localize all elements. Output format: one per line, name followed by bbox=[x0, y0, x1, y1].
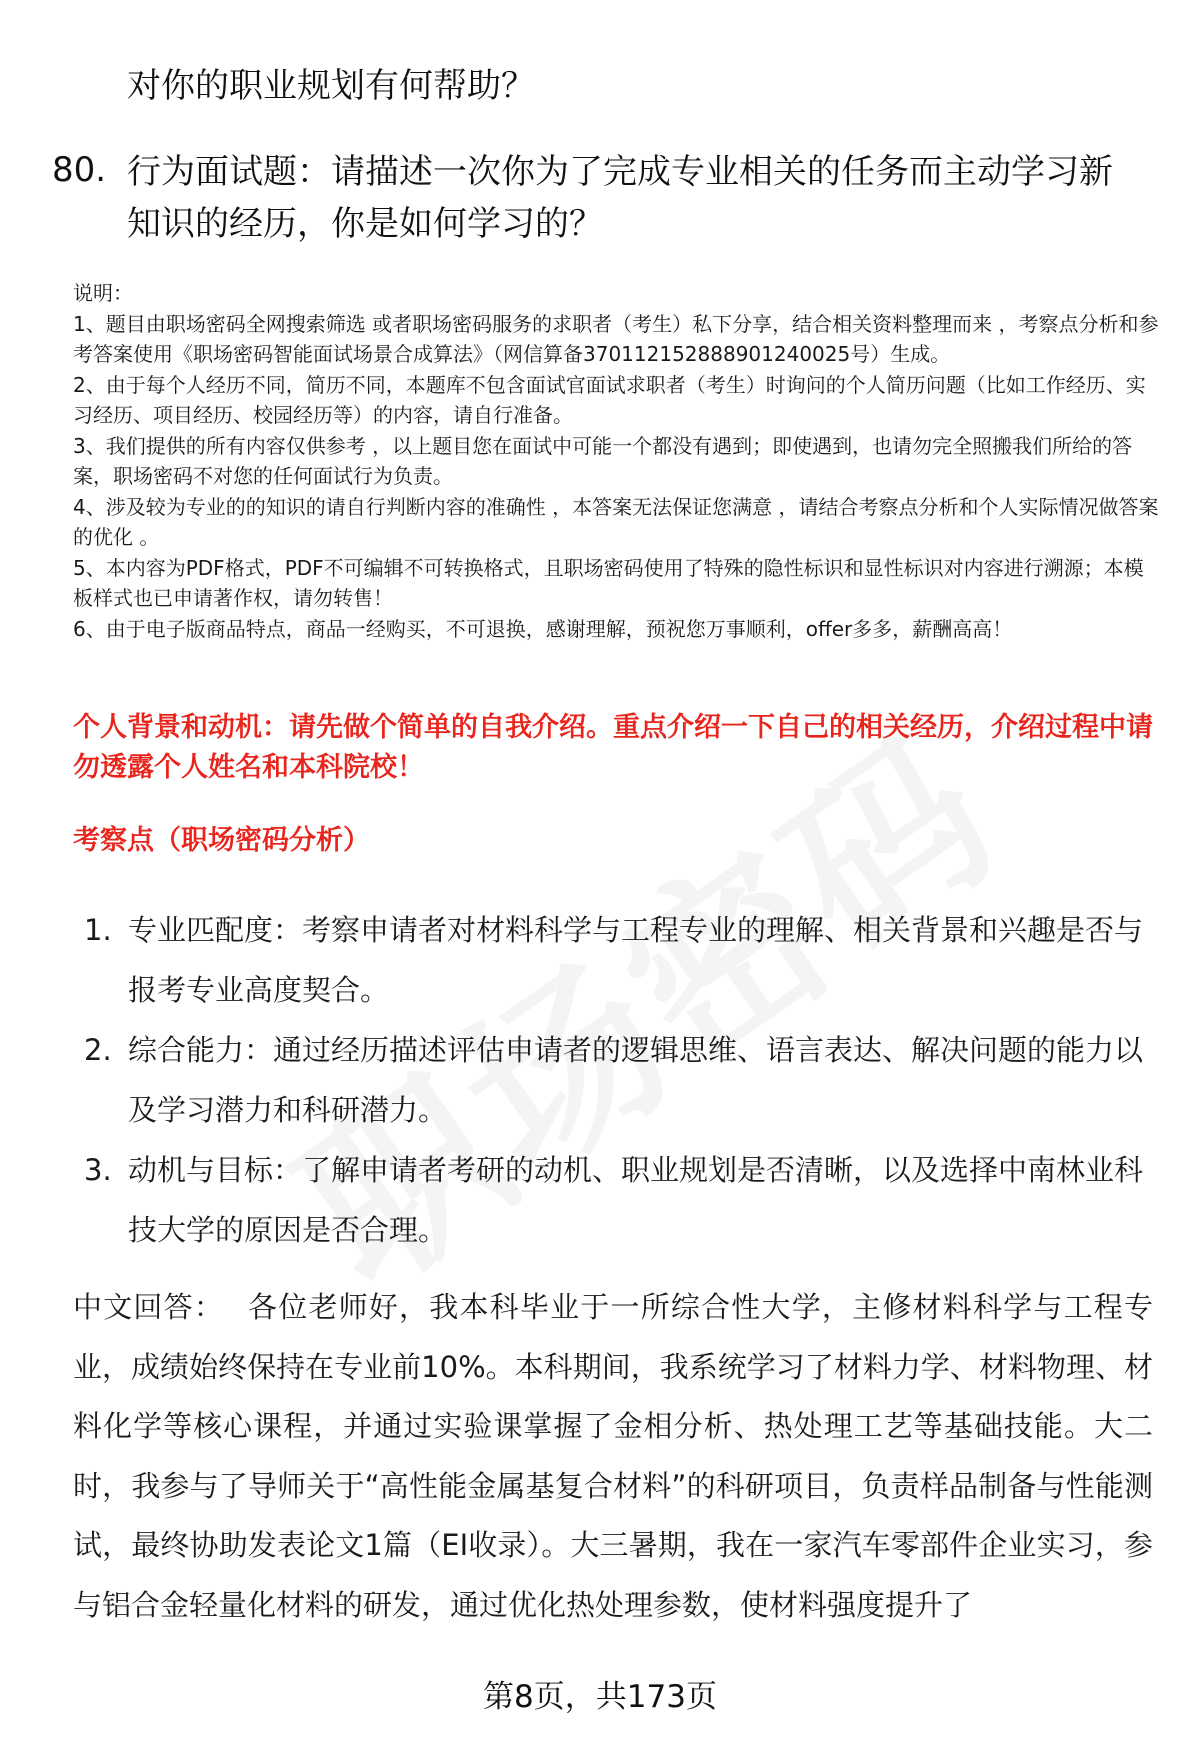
point-number: 2. bbox=[84, 1033, 112, 1067]
note-item: 1、题目由职场密码全网搜索筛选 或者职场密码服务的求职者（考生）私下分享，结合相关资料整理而来 ，考察点分析和参考答案使用《职场密码智能面试场景合成算法》（网信算备370112152888901240025号）生成。 bbox=[73, 311, 1159, 366]
note-item: 3、我们提供的所有内容仅供参考 ，以上题目您在面试中可能一个都没有遇到；即使遇到，也请勿完全照搬我们所给的答案，职场密码不对您的任何面试行为负责。 bbox=[73, 433, 1133, 488]
answer-text: 各位老师好，我本科毕业于一所综合性大学，主修材料科学与工程专业，成绩始终保持在专业前10%。本科期间，我系统学习了材料力学、材料物理、材料化学等核心课程，并通过实验课掌握了金相分析、热处理工艺等基础技能。大二时，我参与了导师关于“高性能金属基复合材料”的科研项目，负责样品制备与性能测试，最终协助发表论文1篇（EI收录）。大三暑期，我在一家汽车零部件企业实习，参与铝合金轻量化材料的研发，通过优化热处理参数，使材料强度提升了 bbox=[73, 1290, 1153, 1622]
assessment-list bbox=[84, 900, 1164, 1260]
assessment-point bbox=[84, 900, 1164, 1020]
notes-title: 说明： bbox=[73, 281, 133, 305]
answer-section bbox=[73, 1278, 1153, 1635]
page-footer: 第8页，共173页 bbox=[483, 1679, 717, 1715]
note-item: 4、涉及较为专业的的知识的请自行判断内容的准确性 ，本答案无法保证您满意 ，请结合考察点分析和个人实际情况做答案的优化 。 bbox=[73, 494, 1159, 549]
point-text: 动机与目标：了解申请者考研的动机、职业规划是否清晰，以及选择中南林业科技大学的原因是否合理。 bbox=[128, 1153, 1144, 1247]
assessment-point bbox=[84, 1020, 1164, 1140]
point-text: 综合能力：通过经历描述评估申请者的逻辑思维、语言表达、解决问题的能力以及学习潜力和科研潜力。 bbox=[128, 1033, 1144, 1127]
assessment-point bbox=[84, 1140, 1164, 1260]
point-number: 3. bbox=[84, 1153, 112, 1187]
note-item: 6、由于电子版商品特点，商品一经购买，不可退换，感谢理解，预祝您万事顺利，offer多多，薪酬高高！ bbox=[73, 616, 1013, 641]
background-prompt: 个人背景和动机：请先做个简单的自我介绍。重点介绍一下自己的相关经历，介绍过程中请勿透露个人姓名和本科院校！ bbox=[73, 712, 1153, 783]
question-80 bbox=[52, 146, 1152, 250]
point-text: 专业匹配度：考察申请者对材料科学与工程专业的理解、相关背景和兴趣是否与报考专业高度契合。 bbox=[128, 913, 1144, 1007]
point-number: 1. bbox=[84, 913, 112, 947]
assessment-heading: 考察点（职场密码分析） bbox=[73, 825, 370, 856]
answer-label: 中文回答： bbox=[73, 1290, 225, 1324]
note-item: 2、由于每个人经历不同，简历不同，本题库不包含面试官面试求职者（考生）时询问的个人简历问题（比如工作经历、实习经历、项目经历、校园经历等）的内容，请自行准备。 bbox=[73, 372, 1146, 427]
question-number: 80. bbox=[52, 150, 107, 190]
previous-question-tail: 对你的职业规划有何帮助？ bbox=[127, 66, 535, 106]
note-item: 5、本内容为PDF格式，PDF不可编辑不可转换格式，且职场密码使用了特殊的隐性标识和显性标识对内容进行溯源；本模板样式也已申请著作权，请勿转售！ bbox=[73, 555, 1144, 610]
question-text: 行为面试题：请描述一次你为了完成专业相关的任务而主动学习新知识的经历，你是如何学习的？ bbox=[127, 152, 1113, 244]
notes-section bbox=[73, 278, 1163, 644]
